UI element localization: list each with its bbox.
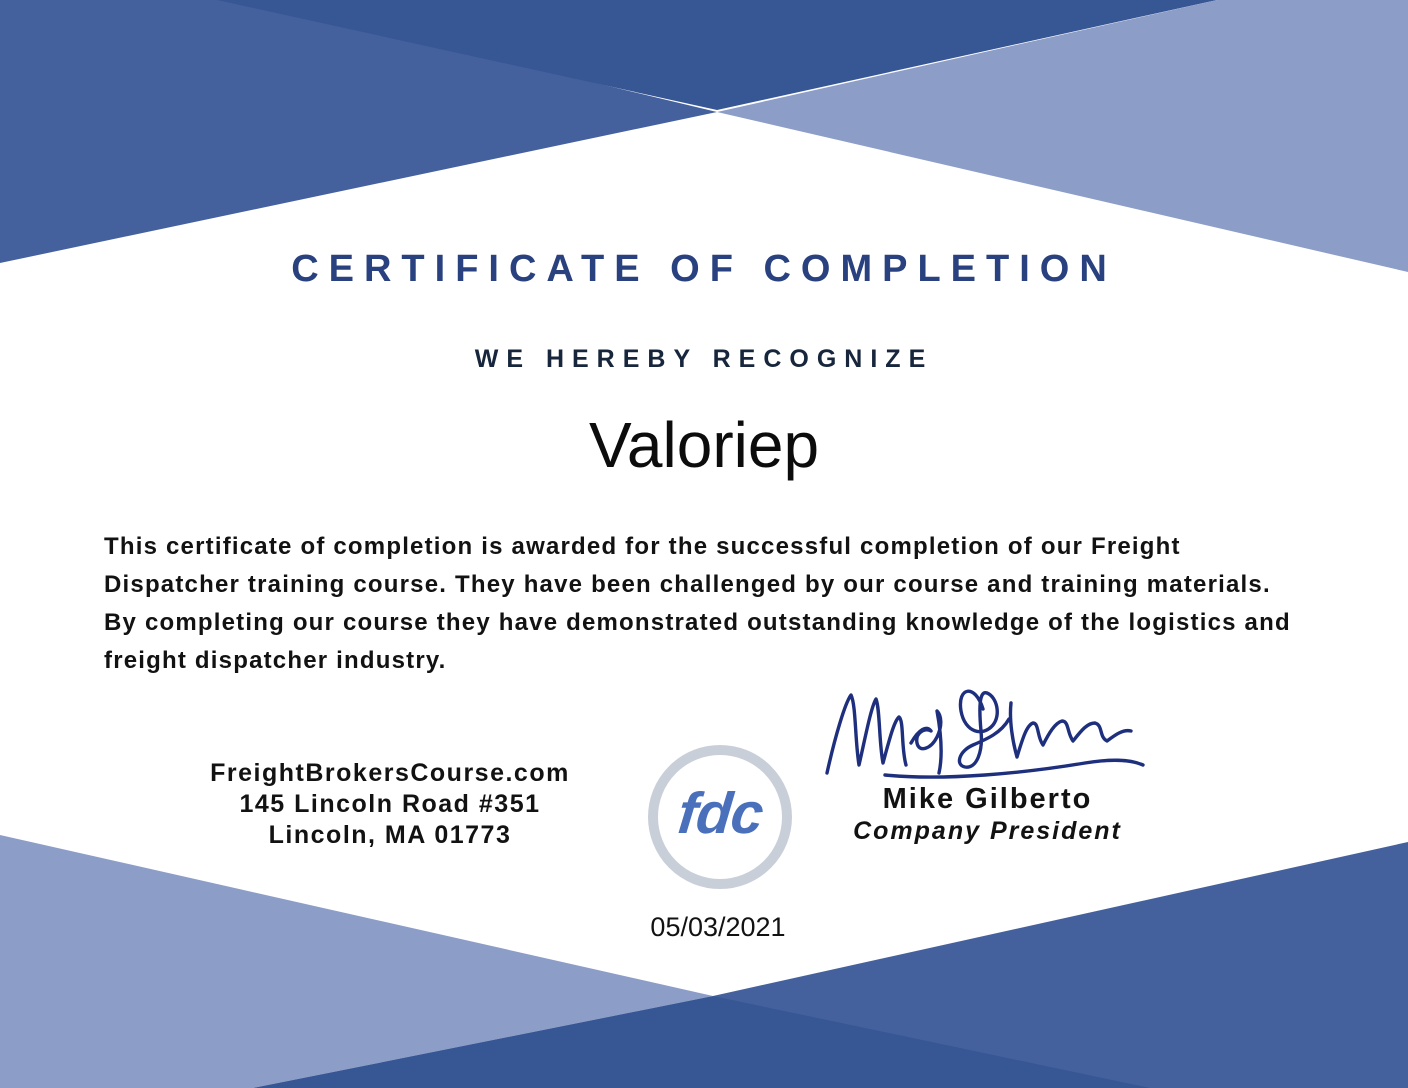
signature-block [815,675,1160,845]
issuer-address-block [180,758,600,851]
issuer-address-line2: Lincoln, MA 01773 [268,821,512,849]
fdc-logo-text: fdc [675,780,766,846]
signature-underline-flourish [885,760,1143,777]
signatory-name: Mike Gilberto [882,783,1093,815]
signature-stroke-second [959,691,1131,767]
recipient-name: Valoriep [588,409,820,481]
handwritten-signature [815,675,1150,780]
issuer-website: FreightBrokersCourse.com [210,759,570,787]
completion-date: 05/03/2021 [650,912,786,942]
certificate-subtitle: WE HEREBY RECOGNIZE [474,345,934,373]
certificate-title: CERTIFICATE OF COMPLETION [291,248,1117,290]
certificate-body-text: This certificate of completion is awarded for the successful completion of our Freight Dispatcher training course. They have been challenged by our course and training materials. By completing our course they have demonstrated outstanding knowledge of the logistics and freight dispatcher industry. [104,533,1291,674]
issuer-address-line1: 145 Lincoln Road #351 [239,790,541,818]
fdc-logo [648,745,792,889]
signatory-title: Company President [853,817,1122,845]
signature-stroke-first [827,695,941,773]
